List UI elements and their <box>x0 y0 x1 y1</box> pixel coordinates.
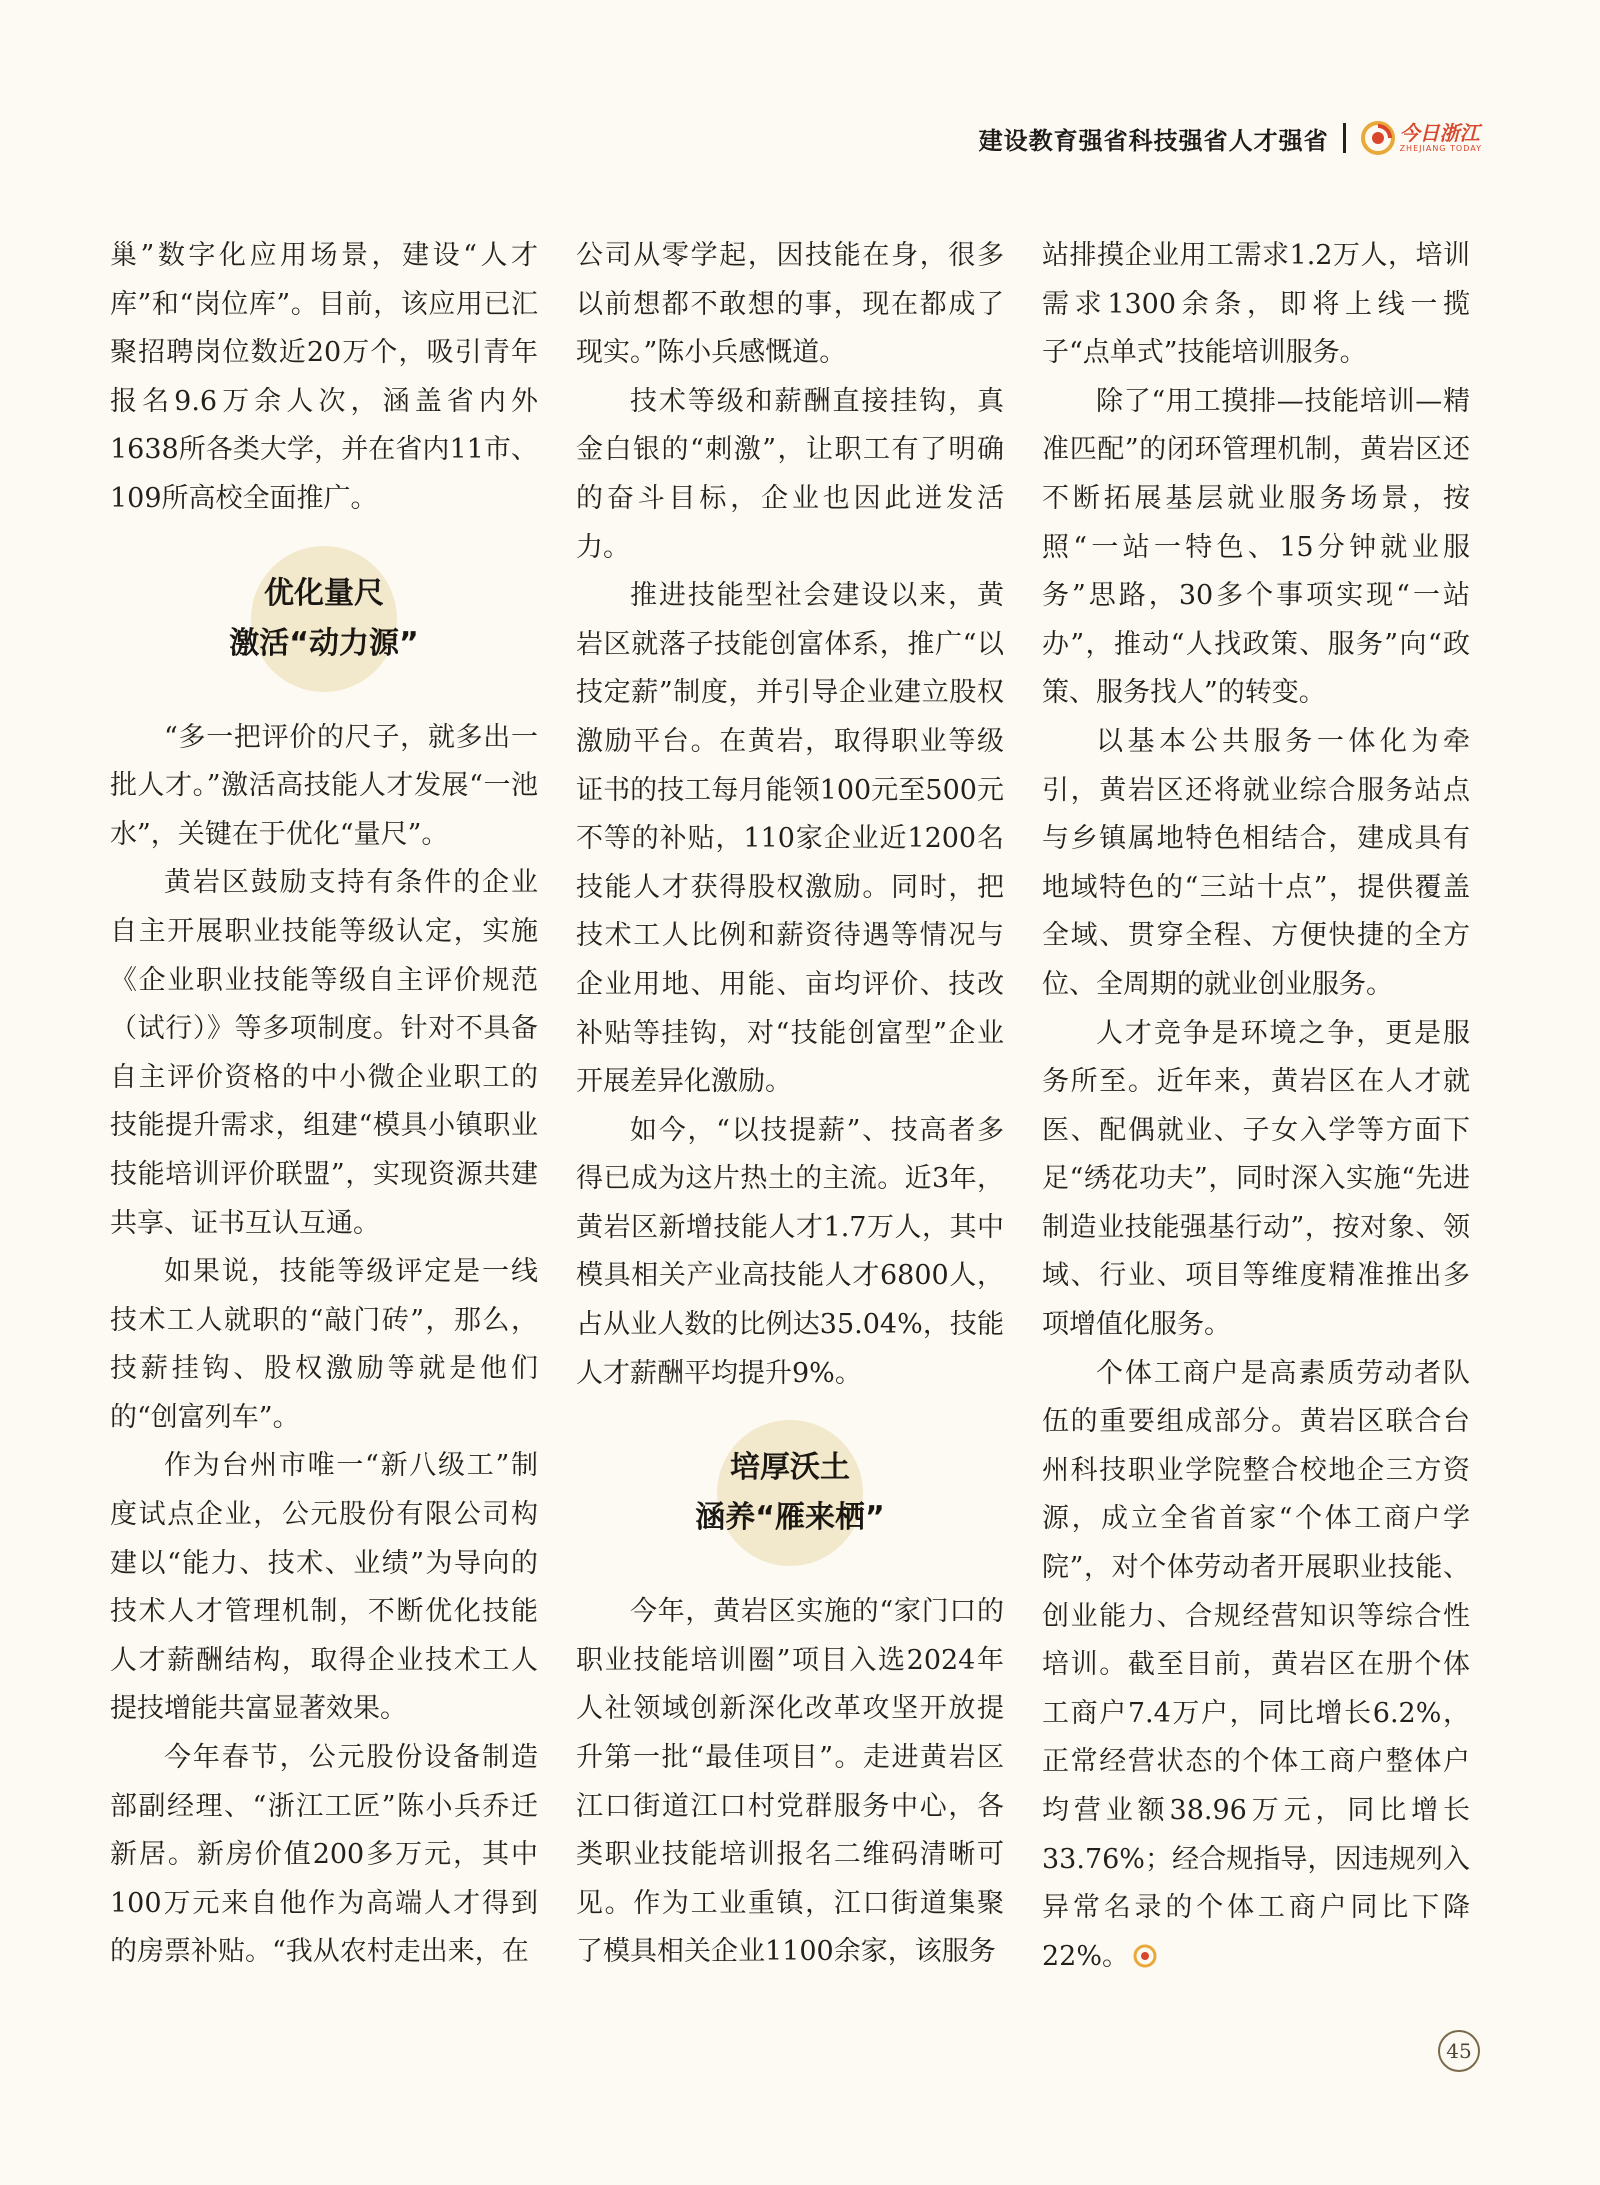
paragraph: 如果说，技能等级评定是一线技术工人就职的“敲门砖”，那么，技薪挂钩、股权激励等就是他们的“创富列车”。 <box>110 1256 538 1433</box>
magazine-logo <box>1360 120 1482 156</box>
column-2 <box>576 232 1004 2022</box>
paragraph: 今年，黄岩区实施的“家门口的职业技能培训圈”项目入选2024年人社领域创新深化改革攻坚开放提升第一批“最佳项目”。走进黄岩区江口街道江口村党群服务中心，各类职业技能培训报名二维码清晰可见。作为工业重镇，江口街道集聚了模具相关企业1100余家，该服务 <box>576 1596 1004 1968</box>
paragraph: 人才竞争是环境之争，更是服务所至。近年来，黄岩区在人才就医、配偶就业、子女入学等方面下足“绣花功夫”，同时深入实施“先进制造业技能强基行动”，按对象、领域、行业、项目等维度精准推出多项增值化服务。 <box>1042 1017 1470 1341</box>
paragraph: 公司从零学起，因技能在身，很多以前想都不敢想的事，现在都成了现实。”陈小兵感慨道。 <box>576 240 1004 369</box>
logo-subtext: ZHEJIANG TODAY <box>1399 144 1482 153</box>
heading-line-1: 培厚沃土 <box>730 1450 850 1486</box>
logo-swirl-icon <box>1360 120 1396 156</box>
column-3 <box>1042 232 1470 2022</box>
paragraph: 今年春节，公元股份设备制造部副经理、“浙江工匠”陈小兵乔迁新居。新房价值200多万元，其中100万元来自他作为高端人才得到的房票补贴。“我从农村走出来，在 <box>110 1742 538 1968</box>
paragraph: 站排摸企业用工需求1.2万人，培训需求1300余条，即将上线一揽子“点单式”技能培训服务。 <box>1042 240 1470 369</box>
paragraph: 如今，“以技提薪”、技高者多得已成为这片热土的主流。近3年，黄岩区新增技能人才1.7万人，其中模具相关产业高技能人才6800人，占从业人数的比例达35.04%，技能人才薪酬平均提升9%。 <box>576 1114 1004 1389</box>
heading-line-2: 激活“动力源” <box>229 625 419 661</box>
paragraph: 巢”数字化应用场景，建设“人才库”和“岗位库”。目前，该应用已汇聚招聘岗位数近20万个，吸引青年报名9.6万余人次，涵盖省内外1638所各类大学，并在省内11市、109所高校全面推广。 <box>110 240 538 514</box>
paragraph: 黄岩区鼓励支持有条件的企业自主开展职业技能等级认定，实施《企业职业技能等级自主评价规范（试行）》等多项制度。针对不具备自主评价资格的中小微企业职工的技能提升需求，组建“模具小镇职业技能培训评价联盟”，实现资源共建共享、证书互认互通。 <box>110 867 538 1239</box>
section-title: 建设教育强省科技强省人才强省 <box>978 126 1329 155</box>
column-1 <box>110 232 538 2022</box>
logo-text: 今日浙江 <box>1399 121 1480 145</box>
article-body <box>110 232 1470 2022</box>
heading-line-1: 优化量尺 <box>264 575 384 611</box>
section-heading <box>576 1398 1004 1588</box>
section-heading <box>110 524 538 714</box>
header-divider <box>1343 123 1346 153</box>
paragraph: 除了“用工摸排—技能培训—精准匹配”的闭环管理机制，黄岩区还不断拓展基层就业服务场景，按照“一站一特色、15分钟就业服务”思路，30多个事项实现“一站办”，推动“人找政策、服务”向“政策、服务找人”的转变。 <box>1042 385 1470 709</box>
paragraph: “多一把评价的尺子，就多出一批人才。”激活高技能人才发展“一池水”，关键在于优化“量尺”。 <box>110 721 538 850</box>
paragraph-final <box>1042 1350 1470 1982</box>
paragraph-text: 个体工商户是高素质劳动者队伍的重要组成部分。黄岩区联合台州科技职业学院整合校地企三方资源，成立全省首家“个体工商户学院”，对个体劳动者开展职业技能、创业能力、合规经营知识等综合性培训。截至目前，黄岩区在册个体工商户7.4万户，同比增长6.2%，正常经营状态的个体工商户整体户均营业额38.96万元，同比增长33.76%；经合规指导，因违规列入异常名录的个体工商户同比下降22%。 <box>1042 1357 1470 1972</box>
paragraph: 技术等级和薪酬直接挂钩，真金白银的“刺激”，让职工有了明确的奋斗目标，企业也因此迸发活力。 <box>576 385 1004 563</box>
end-mark-icon <box>1133 1944 1157 1968</box>
page-number: 45 <box>1438 2030 1480 2072</box>
paragraph: 推进技能型社会建设以来，黄岩区就落子技能创富体系，推广“以技定薪”制度，并引导企业建立股权激励平台。在黄岩，取得职业等级证书的技工每月能领100元至500元不等的补贴，110家企业近1200名技能人才获得股权激励。同时，把技术工人比例和薪资待遇等情况与企业用地、用能、亩均评价、技改补贴等挂钩，对“技能创富型”企业开展差异化激励。 <box>576 580 1004 1098</box>
heading-line-2: 涵养“雁来栖” <box>695 1500 885 1536</box>
page-header <box>979 116 1482 160</box>
paragraph: 以基本公共服务一体化为牵引，黄岩区还将就业综合服务站点与乡镇属地特色相结合，建成具有地域特色的“三站十点”，提供覆盖全域、贯穿全程、方便快捷的全方位、全周期的就业创业服务。 <box>1042 725 1470 1000</box>
paragraph: 作为台州市唯一“新八级工”制度试点企业，公元股份有限公司构建以“能力、技术、业绩”为导向的技术人才管理机制，不断优化技能人才薪酬结构，取得企业技术工人提技增能共富显著效果。 <box>110 1450 538 1725</box>
